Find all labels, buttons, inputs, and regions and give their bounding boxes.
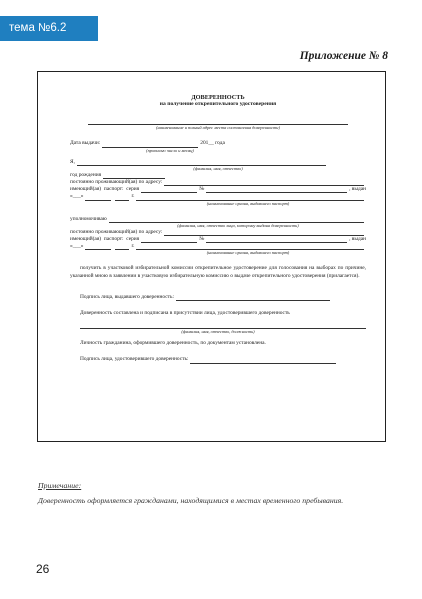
- holder-label-2: имеющий(ая): [70, 236, 102, 243]
- address-row-1: [70, 179, 366, 186]
- address-field-1[interactable]: [164, 179, 364, 186]
- topic-tab: тема №6.2: [0, 16, 98, 41]
- certifier-line[interactable]: [80, 322, 366, 329]
- number-label: №: [199, 186, 205, 193]
- main-text: получить в участковой избирательной комиссии открепительное удостоверение для голосования на выборах по причине, указанной мною в заявлении в участковую избирательную комиссию о выдаче открепительного удостоверения (прилагается).: [70, 265, 366, 279]
- place-line[interactable]: [88, 118, 348, 125]
- authorize-label: уполномочиваю: [70, 215, 107, 222]
- fio-field[interactable]: [77, 159, 326, 166]
- form-subtitle: на получение открепительного удостоверения: [159, 101, 277, 108]
- identity-text: Личность гражданина, оформившего доверенность, по документам установлена.: [80, 340, 266, 347]
- note-text: Доверенность оформляется гражданами, находящимися в местах временного пребывания.: [38, 496, 344, 505]
- series-label: серия: [126, 186, 140, 193]
- date-row: [70, 140, 366, 147]
- fio-row: [70, 159, 366, 166]
- birth-field[interactable]: [103, 172, 165, 179]
- proxy-form: [70, 94, 366, 364]
- year-label: г.: [131, 193, 135, 200]
- note-heading: Примечание:: [38, 481, 82, 490]
- form-frame: [37, 71, 386, 442]
- passport-row-2: [70, 193, 366, 200]
- issued-label: , выдан: [349, 186, 366, 193]
- hint-authority-2: (наименование органа, выдавшего паспорт): [206, 250, 290, 256]
- form-title: ДОВЕРЕННОСТЬ: [191, 94, 245, 101]
- passport-label-2: паспорт:: [103, 236, 124, 243]
- holder-label: имеющий(ая): [70, 186, 102, 193]
- birth-label: год рождения: [70, 171, 102, 178]
- birth-row: [70, 172, 366, 179]
- signature-certifier-label: Подпись лица, удостоверившего доверенность:: [80, 356, 189, 363]
- trustee-field[interactable]: [109, 216, 364, 223]
- year-field[interactable]: [115, 194, 129, 201]
- number-field[interactable]: [206, 186, 347, 193]
- signature-issuer-label: Подпись лица, выдавшего доверенность:: [80, 293, 174, 300]
- residing-label-2: постоянно проживающий(ая) по адресу:: [70, 228, 163, 235]
- hint-place: (наименование и полный адрес места составления доверенности): [156, 125, 280, 131]
- month-field[interactable]: [85, 194, 111, 201]
- address-row-2: [70, 229, 366, 236]
- appendix-title: Приложение № 8: [299, 50, 388, 62]
- date-label: Дата выдачи:: [70, 140, 101, 147]
- issued-label-2: , выдан: [349, 236, 366, 243]
- series-label-2: серия: [126, 236, 140, 243]
- note: [38, 478, 388, 508]
- authority-field-2[interactable]: [136, 243, 364, 250]
- signature-certifier-row: [70, 356, 366, 363]
- hint-authority: (наименование органа, выдавшего паспорт): [206, 200, 290, 206]
- passport-row-1: [70, 186, 366, 193]
- signature-issuer-row: [70, 294, 366, 301]
- passport-label: паспорт:: [103, 186, 124, 193]
- year-label-2: г.: [131, 243, 135, 250]
- drawn-up-text: Доверенность составлена и подписана в присутствии лица, удостоверившего доверенность: [80, 310, 290, 317]
- hint-certifier: (фамилия, имя, отчество, должность): [181, 329, 255, 335]
- authorize-row: [70, 216, 366, 223]
- passport-row-3: [70, 236, 366, 243]
- ya-label: Я,: [70, 158, 75, 165]
- hint-date: (прописью число и месяц): [146, 147, 194, 153]
- date-year: 201__ года: [200, 140, 225, 147]
- authority-field[interactable]: [136, 194, 364, 201]
- month-field-2[interactable]: [85, 243, 111, 250]
- residing-label: постоянно проживающий(ая) по адресу:: [70, 179, 163, 186]
- page-number: 26: [36, 562, 50, 576]
- hint-trustee: (фамилия, имя, отчество лица, которому выдана доверенность): [177, 222, 299, 228]
- date-field[interactable]: [102, 141, 198, 148]
- day-label: «___»: [70, 193, 84, 200]
- number-field-2[interactable]: [206, 236, 347, 243]
- passport-row-4: [70, 243, 366, 250]
- address-field-2[interactable]: [164, 229, 364, 236]
- number-label-2: №: [199, 236, 205, 243]
- signature-issuer-field[interactable]: [176, 294, 330, 301]
- year-field-2[interactable]: [115, 243, 129, 250]
- series-field-2[interactable]: [141, 236, 197, 243]
- day-label-2: «___»: [70, 243, 84, 250]
- hint-fio: (фамилия, имя, отчество): [193, 165, 243, 171]
- signature-certifier-field[interactable]: [190, 357, 336, 364]
- series-field[interactable]: [141, 186, 197, 193]
